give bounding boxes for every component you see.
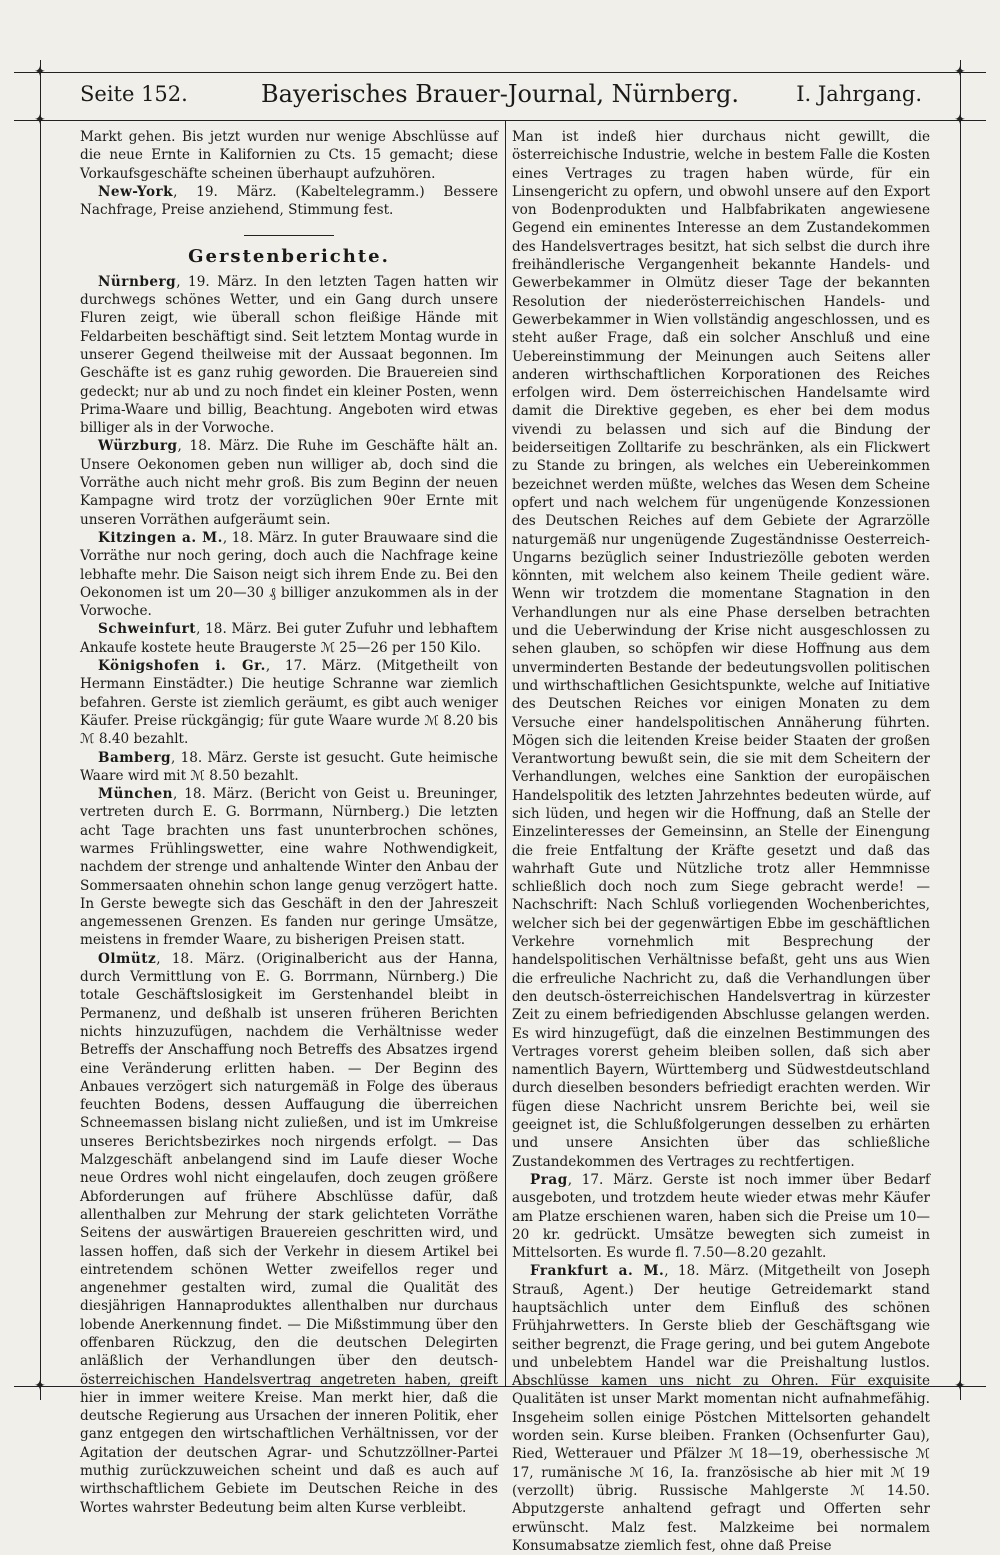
city-name: Schweinfurt (98, 621, 197, 638)
corner-ornament-mid-left: ✦ (34, 112, 46, 128)
left-border-rule (40, 60, 41, 1400)
section-separator (244, 235, 334, 236)
report-text: , 18. März. (Bericht von Geist u. Breuninger, vertreten durch E. G. Borrmann, Nürnberg.) Die letzten acht Tage brachten uns fast ununterbrochen schönes, warmes Frühlingswetter, eine wahre Nothwendigkeit, nachdem der strenge und anhaltende Winter den Anbau der Sommersaaten ohnehin schon lange genug verzögert hatte. In Gerste bewegte sich das Geschäft in den der Jahreszeit angemessenen Grenzen. Es fanden nur geringe Umsätze, meistens in fremder Waare, zu bisherigen Preisen statt. (80, 786, 498, 949)
city-name: München (98, 786, 174, 803)
report-paragraph (80, 529, 498, 620)
continuation-paragraph: Man ist indeß hier durchaus nicht gewillt, die österreichische Industrie, welche in bestem Falle die Kosten eines Vertrages zu tragen haben würde, für ein Linsengericht zu opfern, und obwohl unsere auf den Export von Bodenprodukten und Halbfabrikaten angewiesene Gegend ein eminentes Interesse an dem Zustandekommen des Handelsvertrages besitzt, hat sich selbst die durch ihre freihändlerische Vergangenheit bekannte Handels- und Gewerbekammer in Olmütz dieser Tage der bekannten Resolution der niederösterreichischen Handels- und Gewerbekammer in Wien vollständig angeschlossen, und es steht außer Frage, daß ein solcher Anschluß und eine Uebereinstimmung der Meinungen auch Seitens aller anderen wirthschaftlichen Korporationen des Reiches erfolgen wird. Dem österreichischen Handelsamte wird damit die Direktive gegeben, es eher bei dem modus vivendi zu belassen und sich auf die Bindung der beiderseitigen Zolltarife zu beschränken, als ein Flickwert zu Stande zu bringen, als welches ein Uebereinkommen bezeichnet werden müßte, welches das Wesen dem Scheine opfert und nach welchem für ungenügende Konzessionen des Deutschen Reiches auf dem Gebiete der Agrarzölle naturgemäß nur ungenügende Zugeständnisse Oesterreich-Ungarns bezüglich seiner Industriezölle geboten werden könnten, mit welchem also keinem Theile gedient wäre. Wenn wir trotzdem die momentane Stagnation in den Verhandlungen nur als eine Phase derselben betrachten und die Ueberwindung der Krise nicht ausgeschlossen zu sehen glauben, so schöpfen wir diese Hoffnung aus dem unverminderten Bestande der bedeutungsvollen politischen und wirthschaftlichen Gesichtspunkte, welche auf Initiative des Deutschen Reiches vor einigen Monaten zu dem Versuche einer handelspolitischen Annäherung führten. Mögen sich die leitenden Kreise beider Staaten der großen Verantwortung bewußt sein, die sie mit dem Scheitern der Verhandlungen, welches eine Sanktion der europäischen Handelspolitik des letzten Jahrzehntes bedeuten würde, auf sich lüden, und hegen wir die Hoffnung, daß an Stelle der Einzelinteresses der Gemeinsinn, an Stelle der Einengung die freie Entfaltung der Kräfte gesetzt und daß das wahrhaft Gute und Nützliche trotz aller Hemmnisse schließlich doch noch zum Siege gebracht werde! — Nachschrift: Nach Schluß vorliegenden Wochenberichtes, welcher sich bei der gegenwärtigen Ebbe im geschäftlichen Verkehre vornehmlich mit Besprechung der handelspolitischen Verhältnisse befaßt, geht uns aus Wien die erfreuliche Nachricht zu, daß die Verhandlungen über den deutsch-österreichischen Handelsvertrag in kürzester Zeit zu einem befriedigenden Abschlusse gelangen werden. Es wird hinzugefügt, daß die einzelnen Bestimmungen des Vertrages vorerst geheim bleiben sollen, daß sich aber namentlich Bayern, Württemberg und Südwestdeutschland durch dieselben besonders befriedigt erachten werden. Wir fügen diese Nachricht unsrem Berichte bei, weil sie geeignet ist, die Schlußfolgerungen desselben zu erhärten und unsere Ansichten über das schließliche Zustandekommen des Vertrages zu rechtfertigen. (512, 129, 930, 1170)
report-text: , 18. März. Gerste ist gesucht. Gute heimische Waare wird mit ℳ 8.50 bezahlt. (80, 749, 498, 784)
city-name: Kitzingen a. M. (98, 529, 223, 546)
report-paragraph (512, 1262, 930, 1555)
report-text: , 19. März. (Kabeltelegramm.) Bessere Nachfrage, Preise anziehend, Stimmung fest. (80, 183, 498, 219)
city-name: Bamberg (98, 749, 172, 766)
report-paragraph (80, 437, 498, 528)
city-name: Nürnberg (98, 273, 177, 290)
intro-paragraph: Markt gehen. Bis jetzt wurden nur wenige Abschlüsse auf die neue Ernte in Kalifornien zu Cts. 15 gemacht; diese Vorkaufsgeschäfte scheinen überhaupt aufzuhören. (80, 129, 498, 182)
report-paragraph (80, 785, 498, 950)
corner-ornament-bottom-left: ✦ (34, 1378, 46, 1394)
city-name: Frankfurt a. M. (530, 1263, 665, 1280)
corner-ornament-mid-right: ✦ (954, 112, 966, 128)
volume-label: I. Jahrgang. (796, 82, 922, 106)
city-name: Königshofen i. Gr. (98, 658, 266, 675)
report-text: , 18. März. In guter Brauwaare sind die Vorräthe nur noch gering, doch auch die Nachfrage keine lebhafte mehr. Die Saison neigt sich ihrem Ende zu. Bei den Oekonomen ist um 20—30 ₰ billiger anzukommen als in der Vorwoche. (80, 529, 498, 620)
right-column (512, 128, 930, 1555)
report-paragraph (80, 620, 498, 657)
report-text: , 18. März. Bei guter Zufuhr und lebhaftem Ankaufe kostete heute Braugerste ℳ 25—26 per 150 Kilo. (80, 621, 498, 656)
page-number: Seite 152. (80, 82, 188, 106)
city-name: Prag (530, 1171, 568, 1188)
report-paragraph (80, 273, 498, 438)
header-bottom-rule (14, 120, 986, 121)
report-text: , 18. März. Die Ruhe im Geschäfte hält an. Unsere Oekonomen geben nun williger ab, doch sind die Vorräthe auch nicht mehr groß. Bis zum Beginn der neuen Kampagne wird trotz der vorzüglichen 90er Ernte mit unseren Vorräthen aufgeräumt sein. (80, 438, 498, 528)
report-text: , 19. März. In den letzten Tagen hatten wir durchwegs schönes Wetter, und ein Gang durch unsere Fluren zeigt, wie überall schon fleißige Hände mit Feldarbeiten beschäftigt sind. Seit letztem Montag wurde in unserer Gegend theilweise mit der Aussaat begonnen. Im Geschäfte ist es ganz ruhig geworden. Die Brauereien sind gedeckt; nur ab und zu noch findet ein kleiner Posten, wenn Prima-Waare und billig, Beachtung. Angeboten wird etwas billiger als in der Vorwoche. (80, 273, 498, 437)
top-border-rule (14, 72, 986, 73)
newyork-report (80, 183, 498, 220)
corner-ornament-top-left: ✦ (34, 64, 46, 80)
report-paragraph (512, 1171, 930, 1262)
corner-ornament-top-right: ✦ (954, 64, 966, 80)
report-text: , 18. März. (Mitgetheilt von Joseph Strauß, Agent.) Der heutige Getreidemarkt stand hauptsächlich unter dem Einfluß des schönen Frühjahrwetters. In Gerste blieb der Geschäftsgang wie seither begrenzt, die Frage gering, und bei gutem Angebote und unbelebtem Handel war die Preishaltung lustlos. Abschlüsse kamen uns nicht zu Ohren. Für exquisite Qualitäten ist unser Markt momentan nicht aufnahmefähig. Insgeheim sollen einige Pöstchen Mittelsorten gehandelt worden sein. Kurse bleiben. Franken (Ochsenfurter Gau), Ried, Wetterauer und Pfälzer ℳ 18—19, oberhessische ℳ 17, rumänische ℳ 16, Ia. französische ab hier mit ℳ 19 (verzollt) übrig. Russische Mahlgerste ℳ 14.50. Abputzgerste anhaltend gefragt und Offerten sehr erwünscht. Malz fest. Malzkeime bei normalem Konsumabsatze ziemlich fest, ohne daß Preise (512, 1263, 930, 1554)
report-text: , 17. März. (Mitgetheilt von Hermann Einstädter.) Die heutige Schranne war ziemlich befahren. Gerste ist ziemlich geräumt, es gibt auch weniger Käufer. Preise rückgängig; für gute Waare wurde ℳ 8.20 bis ℳ 8.40 bezahlt. (80, 658, 498, 748)
section-heading: Gerstenberichte. (188, 246, 390, 268)
column-divider (505, 120, 506, 1386)
report-paragraph (80, 657, 498, 748)
city-name: Würzburg (98, 438, 178, 455)
report-text: , 18. März. (Originalbericht aus der Hanna, durch Vermittlung von E. G. Borrmann, Nürnberg.) Die totale Geschäftslosigkeit im Gerstenhandel bleibt in Permanenz, und deßhalb ist unseren früheren Berichten nichts hinzuzufügen, nachdem die Verhältnisse weder Betreffs der Anschaffung noch Betreffs des Absatzes irgend eine Veränderung erlitten haben. — Der Beginn des Anbaues verzögert sich naturgemäß in Folge des überaus feuchten Bodens, dessen Auffaugung die überreichen Schneemassen bislang nicht zuließen, und ist im Umkreise unseres Berichtsbezirkes noch nirgends erfolgt. — Das Malzgeschäft anbelangend sind im Laufe dieser Woche neue Ordres wohl nicht eingelaufen, doch zeugen größere Abforderungen auf frühere Abschlüsse dafür, daß allenthalben zur Mehrung der stark gelichteten Vorräthe Seitens der auswärtigen Brauereien geschritten wird, und lassen hoffen, daß sich der Verkehr in diesem Artikel bei eintretendem schönen Wetter zweifellos reger und angenehmer gestalten wird, zumal die Qualität des diesjährigen Hannaproduktes allenthalben nur durchaus lobende Anerkennung findet. — Die Mißstimmung über den offenbaren Rückzug, den die deutschen Delegirten anläßlich der Verhandlungen über den deutsch-österreichischen Handelsvertrag angetreten haben, greift hier in immer weitere Kreise. Man merkt hier, daß die deutsche Regierung aus Ursachen der inneren Politik, eher ganz entgegen den wirtschaftlichen Verhältnissen, vor der Agitation der deutschen Agrar- und Schutzzöllner-Partei muthig zurückzuweichen scheint und daß es auch auf wirthschaftlichem Gebiete im Deutschen Reiche in des Wortes wahrster Bedeutung beim alten Kurse verbleibt. (80, 950, 498, 1516)
corner-ornament-bottom-right: ✦ (954, 1378, 966, 1394)
city-name: Olmütz (98, 950, 157, 967)
journal-title: Bayerisches Brauer-Journal, Nürnberg. (261, 80, 739, 108)
city-name: New-York (98, 183, 174, 200)
left-column (80, 128, 498, 1517)
report-text: , 17. März. Gerste ist noch immer über Bedarf ausgeboten, und trotzdem heute wieder etwas mehr Käufer am Platze erschienen waren, haben sich die Preise um 10—20 kr. gedrückt. Umsätze bewegten sich zumeist in Mittelsorten. Es wurde fl. 7.50—8.20 gezahlt. (512, 1171, 930, 1262)
report-paragraph (80, 749, 498, 786)
right-border-rule (960, 60, 961, 1400)
report-paragraph (80, 950, 498, 1517)
